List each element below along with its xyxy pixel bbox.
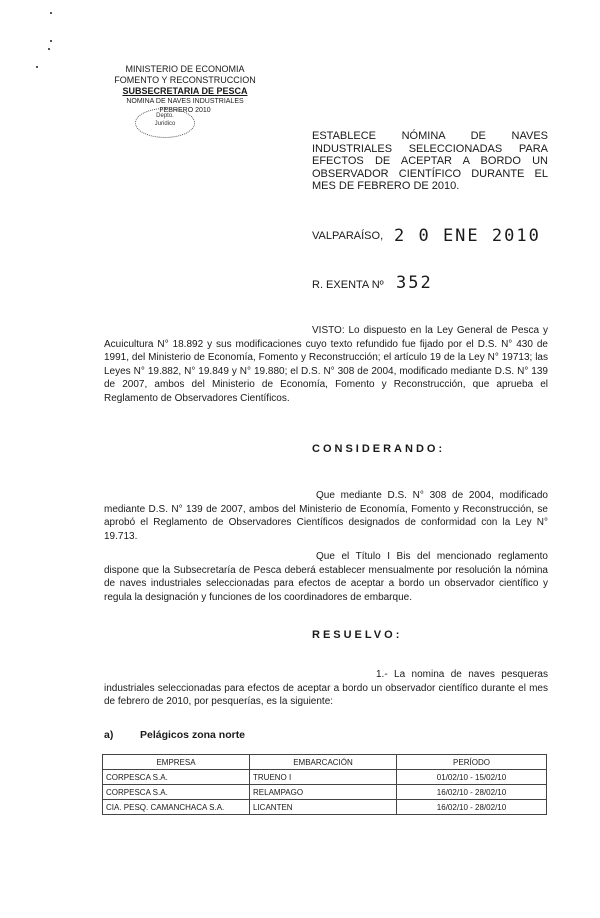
- ministry-line: MINISTERIO DE ECONOMIA: [125, 64, 245, 74]
- section-a-heading: [104, 729, 245, 741]
- section-label: a): [104, 729, 114, 741]
- table-cell: TRUENO I: [250, 770, 397, 785]
- stamp-line: Juridico: [154, 121, 176, 127]
- table-cell: CORPESCA S.A.: [103, 785, 250, 800]
- table-cell: 01/02/10 - 15/02/10: [397, 770, 547, 785]
- table-row: [103, 800, 547, 815]
- considerando-heading: CONSIDERANDO:: [312, 443, 446, 455]
- table-cell: RELAMPAGO: [250, 785, 397, 800]
- header-date: FEBRERO 2010: [159, 107, 211, 114]
- column-header: EMBARCACIÓN: [250, 755, 397, 770]
- ministry-header: [100, 64, 270, 115]
- table-cell: LICANTEN: [250, 800, 397, 815]
- stamp-line: Depto.: [156, 113, 174, 119]
- subsecretaria-line: SUBSECRETARIA DE PESCA: [122, 86, 248, 96]
- table-row: [103, 770, 547, 785]
- place: VALPARAÍSO,: [312, 230, 384, 242]
- header-subtitle: NOMINA DE NAVES INDUSTRIALES: [126, 98, 244, 105]
- vessel-table: [102, 754, 547, 815]
- table-cell: 16/02/10 - 28/02/10: [397, 800, 547, 815]
- table-cell: CORPESCA S.A.: [103, 770, 250, 785]
- table-row: [103, 785, 547, 800]
- scan-speck: [50, 40, 52, 42]
- resolution-label: R. EXENTA Nº: [312, 279, 384, 291]
- considerando-paragraph-2: Que el Título I Bis del mencionado reglamento dispone que la Subsecretaría de Pesca deberá establecer mensualmente por resolución la nómina de naves industriales seleccionadas para efectos de aceptar a bordo un observador científico y regula la designación y funciones de los coordinadores de embarque.: [104, 551, 548, 603]
- official-stamp: [135, 108, 195, 138]
- resuelvo-heading: RESUELVO:: [312, 629, 403, 641]
- visto-paragraph: VISTO: Lo dispuesto en la Ley General de Pesca y Acuicultura N° 18.892 y sus modificaciones cuyo texto refundido fue fijado por el D.S. N° 430 de 1991, del Ministerio de Economía, Fomento y Reconstrucción; el artículo 19 de la Ley N° 19713; las Leyes N° 19.882, N° 19.849 y N° 19.880; el D.S. N° 308 de 2004, modificado mediante D.S. N° 139 de 2007, ambos del Ministerio de Economía, Fomento y Reconstrucción, que aprueba el Reglamento de Observadores Científicos.: [104, 325, 548, 404]
- scan-speck: [50, 12, 52, 14]
- scan-speck: [36, 66, 38, 68]
- section-title: Pelágicos zona norte: [140, 729, 246, 741]
- table-cell: CIA. PESQ. CAMANCHACA S.A.: [103, 800, 250, 815]
- column-header: EMPRESA: [103, 755, 250, 770]
- resolution-number: 352: [396, 273, 433, 293]
- column-header: PERÍODO: [397, 755, 547, 770]
- resolution-title: ESTABLECE NÓMINA DE NAVES INDUSTRIALES SELECCIONADAS PARA EFECTOS DE ACEPTAR A BORDO UN OBSERVADOR CIENTÍFICO DURANTE EL MES DE FEBRERO DE 2010.: [312, 130, 548, 192]
- ministry-line: FOMENTO Y RECONSTRUCCION: [114, 75, 256, 85]
- table-cell: 16/02/10 - 28/02/10: [397, 785, 547, 800]
- table-header-row: [103, 755, 547, 770]
- scan-speck: [48, 48, 50, 50]
- considerando-paragraph-1: Que mediante D.S. N° 308 de 2004, modificado mediante D.S. N° 139 de 2007, ambos del Ministerio de Economía, Fomento y Reconstrucción, se aprobó el Reglamento de Observadores Científicos designados de conformidad con la Ley N° 19.713.: [104, 490, 548, 542]
- date-stamp: 2 0 ENE 2010: [394, 226, 541, 246]
- resuelvo-paragraph-1: 1.- La nomina de naves pesqueras industriales seleccionadas para efectos de aceptar a bordo un observador científico durante el mes de febrero de 2010, por pesquerías, es la siguiente:: [104, 669, 548, 708]
